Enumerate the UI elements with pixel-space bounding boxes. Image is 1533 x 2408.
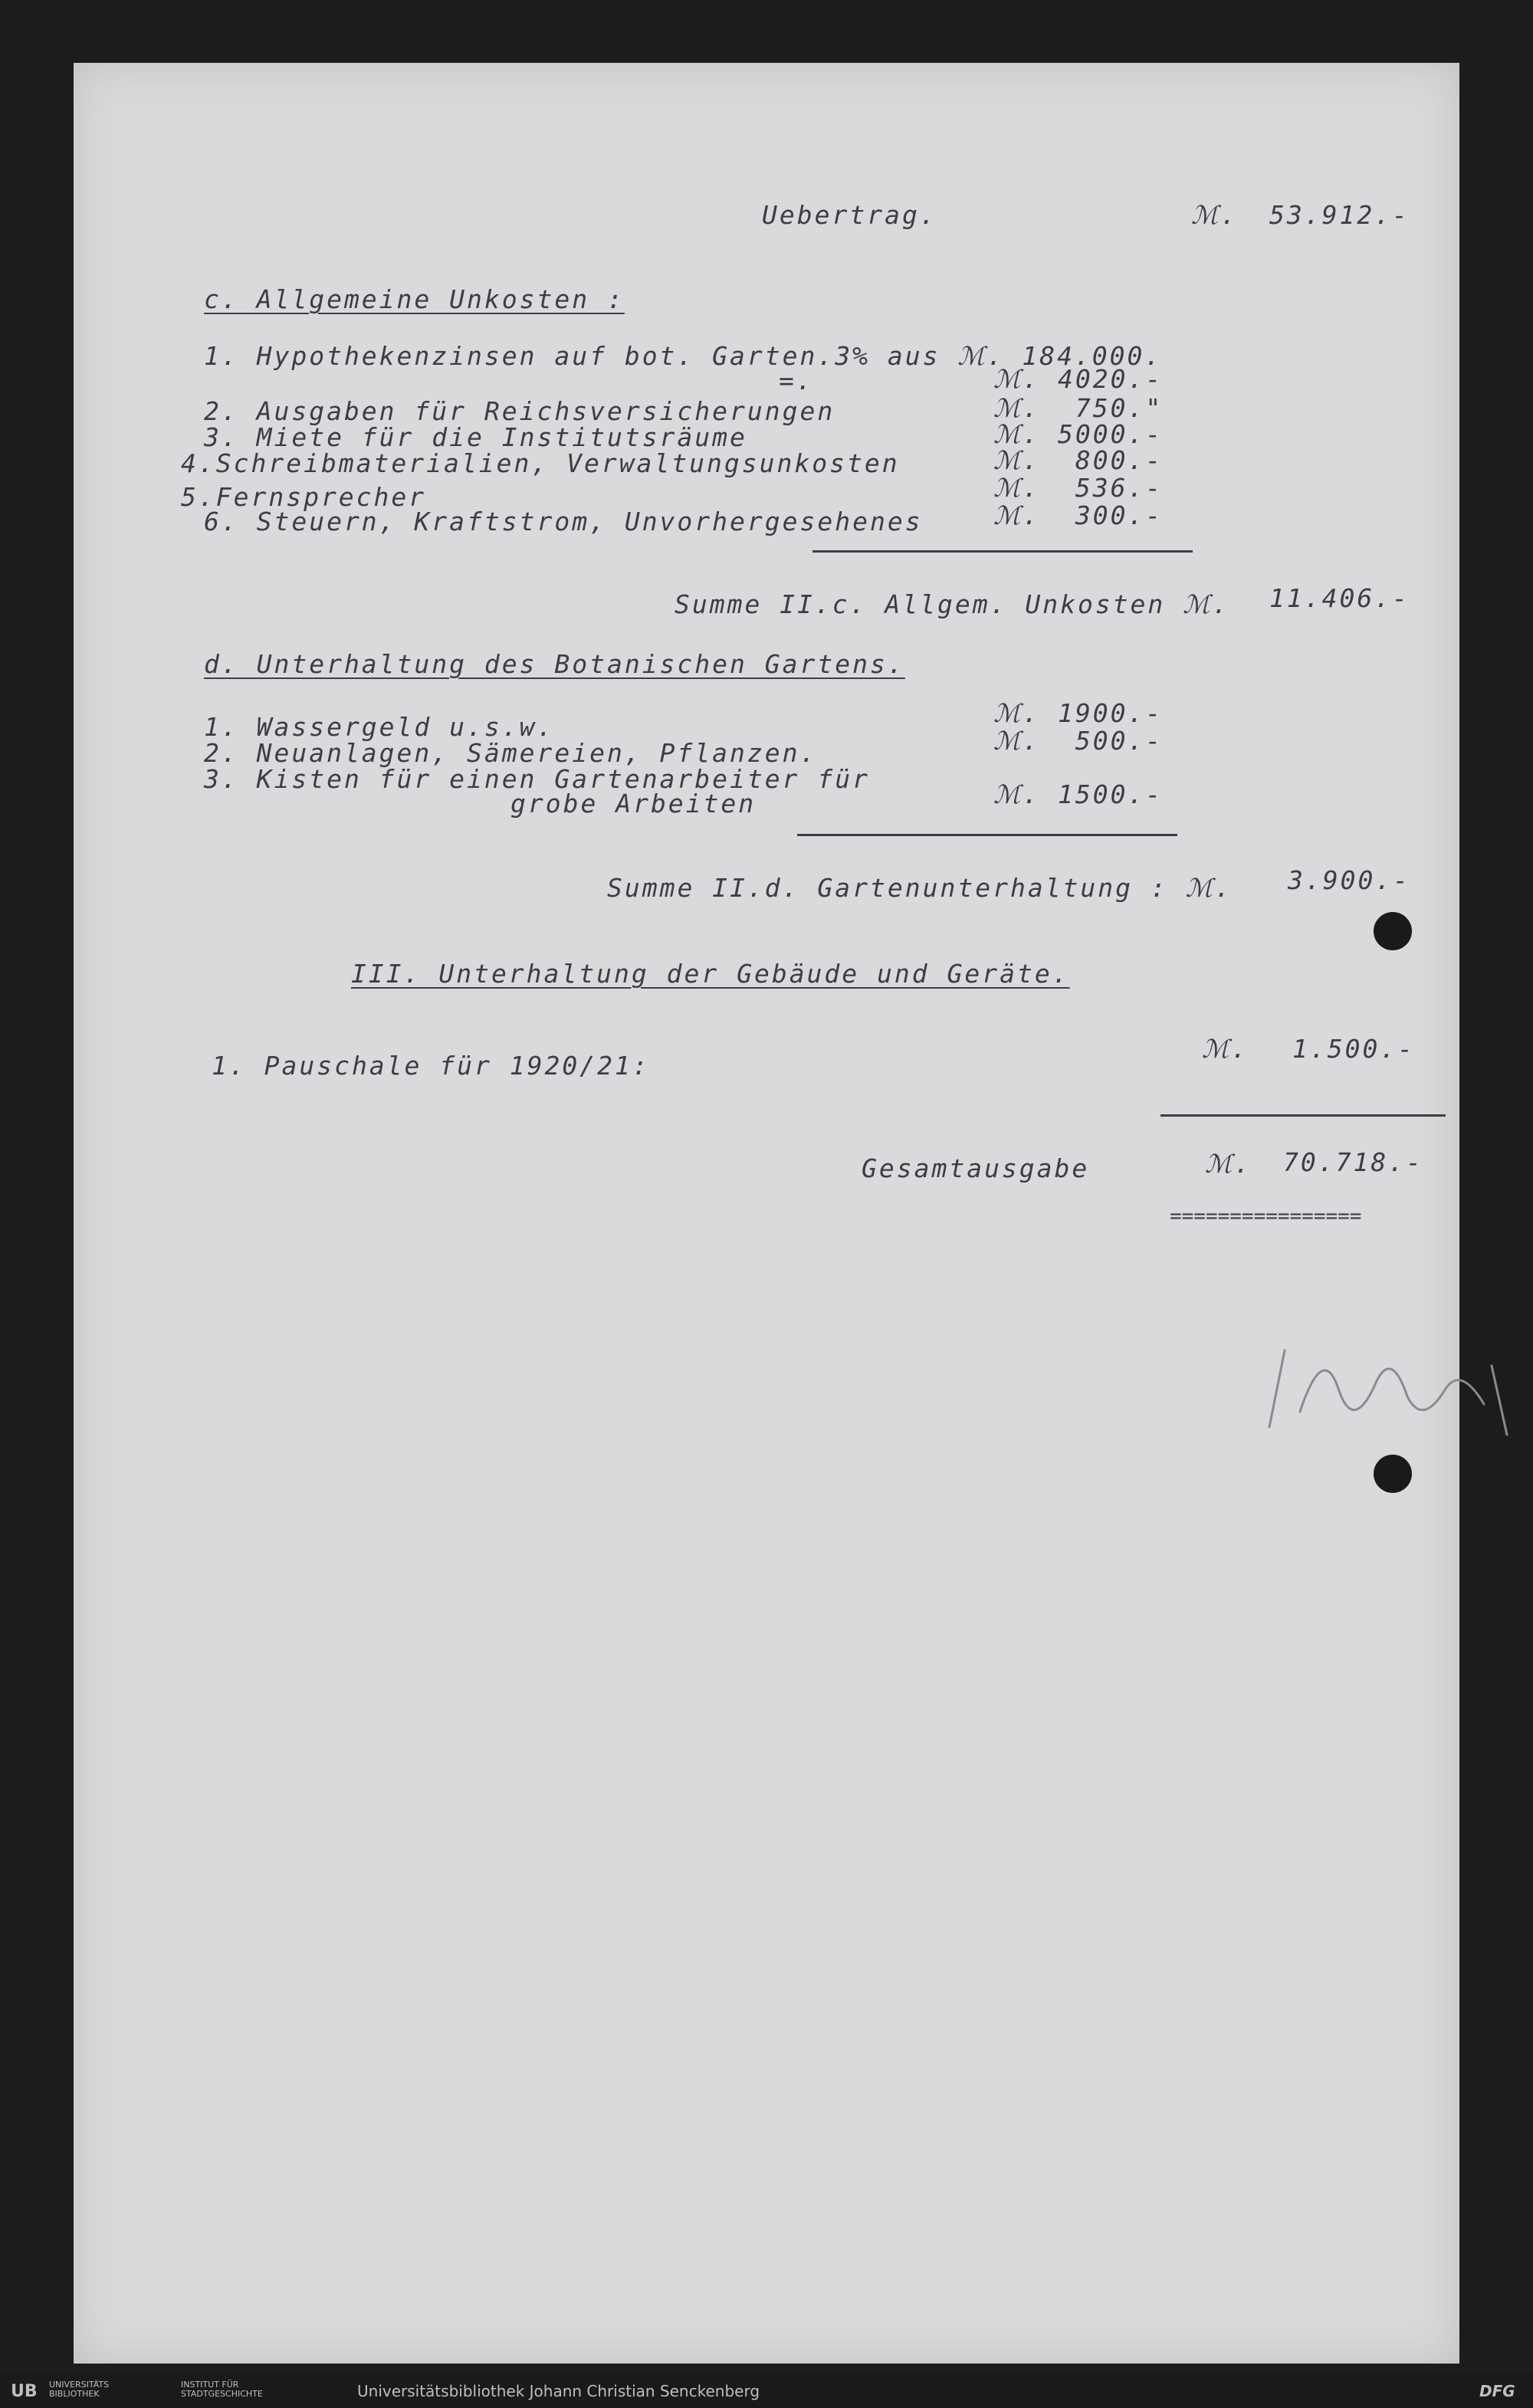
section-c-item-1: 1. Hypothekenzinsen auf bot. Garten.3% aus ℳ. 184.000. [204, 341, 1163, 371]
section-c-item-1-amount: ℳ. 4020.- [993, 364, 1164, 394]
carryover-label: Uebertrag. [762, 200, 937, 230]
total-rule [1160, 1114, 1446, 1117]
institut-logo: INSTITUT FÜR STADTGESCHICHTE [181, 2380, 263, 2399]
section-c-item-3: 3. Miete für die Institutsräume [204, 422, 747, 452]
section-d-item-3: 3. Kisten für einen Gartenarbeiter für [204, 764, 870, 794]
section-d-item-1: 1. Wassergeld u.s.w. [204, 712, 555, 742]
footer-bar [0, 2373, 1533, 2408]
section-c-item-4-amount: ℳ. 800.- [993, 445, 1164, 475]
section-d-title: d. Unterhaltung des Botanischen Gartens. [204, 649, 905, 679]
document-page [74, 63, 1459, 2364]
section-c-item-2-amount: ℳ. 750." [993, 393, 1164, 423]
section-iii-title: III. Unterhaltung der Gebäude und Geräte. [351, 959, 1070, 989]
section-c-sum-amount: 11.406.- [1269, 583, 1410, 613]
section-iii-item-1: 1. Pauschale für 1920/21: [212, 1051, 650, 1081]
total-double-rule: ================ [1170, 1205, 1362, 1228]
section-d-sum-amount: 3.900.- [1288, 865, 1411, 895]
punch-hole-top [1374, 912, 1412, 950]
ub-logo-text: UNIVERSITÄTS BIBLIOTHEK [49, 2380, 110, 2399]
section-c-item-3-amount: ℳ. 5000.- [993, 419, 1164, 449]
section-d-item-2-amount: ℳ. 500.- [993, 726, 1164, 756]
section-c-item-1-equals: =. [779, 366, 814, 395]
section-d-item-3-cont: grobe Arbeiten [510, 789, 757, 819]
total-label: Gesamtausgabe [862, 1153, 1090, 1183]
section-c-item-2: 2. Ausgaben für Reichsversicherungen [204, 396, 835, 426]
section-c-rule [812, 550, 1193, 553]
section-iii-item-1-amount: 1.500.- [1292, 1034, 1416, 1064]
carryover-amount: 53.912.- [1269, 200, 1410, 230]
ub-logo: UB [11, 2382, 38, 2401]
section-c-title: c. Allgemeine Unkosten : [204, 284, 625, 314]
dfg-logo: DFG [1479, 2382, 1515, 2400]
section-d-item-2: 2. Neuanlagen, Sämereien, Pflanzen. [204, 738, 818, 768]
section-d-rule [797, 834, 1177, 836]
carryover-currency: ℳ. [1191, 200, 1239, 230]
library-name: Universitätsbibliothek Johann Christian Senckenberg [357, 2382, 760, 2400]
section-iii-item-1-currency: ℳ. [1202, 1034, 1249, 1064]
section-c-item-5-amount: ℳ. 536.- [993, 473, 1164, 503]
punch-hole-bottom [1374, 1455, 1412, 1493]
section-c-sum-label: Summe II.c. Allgem. Unkosten ℳ. [675, 589, 1230, 619]
total-currency: ℳ. [1205, 1149, 1252, 1179]
section-d-sum-label: Summe II.d. Gartenunterhaltung : ℳ. [607, 873, 1233, 903]
section-d-item-1-amount: ℳ. 1900.- [993, 698, 1164, 728]
total-amount: 70.718.- [1283, 1147, 1423, 1177]
signature-scribble [1254, 1320, 1530, 1442]
section-d-item-3-amount: ℳ. 1500.- [993, 779, 1164, 809]
section-c-item-6: 6. Steuern, Kraftstrom, Unvorhergesehenes [204, 507, 923, 536]
section-c-item-5: 5.Fernsprecher [181, 482, 427, 512]
section-c-item-4: 4.Schreibmaterialien, Verwaltungsunkosten [181, 448, 900, 478]
section-c-item-6-amount: ℳ. 300.- [993, 500, 1164, 530]
